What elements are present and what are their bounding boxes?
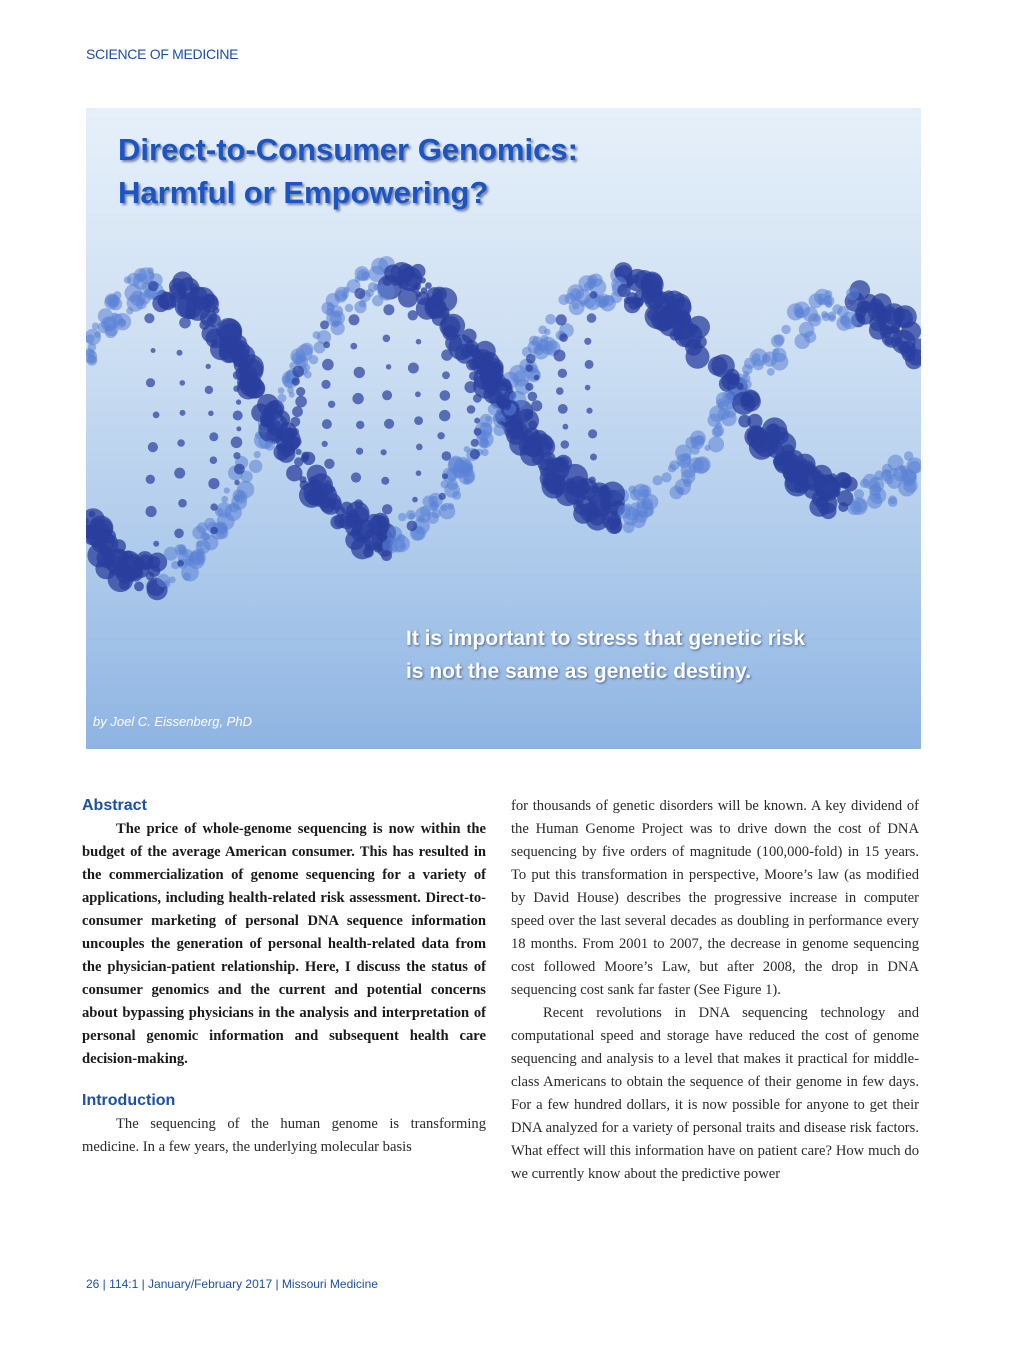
abstract-heading: Abstract (82, 797, 147, 814)
pull-quote (406, 622, 805, 688)
hero-banner (86, 108, 921, 749)
introduction-text-start: The sequencing of the human genome is transforming medicine. In a few years, the underlying molecular basis (82, 1116, 486, 1155)
section-label: SCIENCE OF MEDICINE (86, 46, 239, 62)
introduction-paragraph-2: Recent revolutions in DNA sequencing technology and computational speed and storage have reduced the cost of genome sequencing and analysis to a level that makes it practical for middle-class Americans to obtain the sequence of their genome in few days. For a few hundred dollars, it is now possible for anyone to get their DNA analyzed for a variety of personal traits and disease risk factors. What effect will this information have on patient care? How much do we currently know about the predictive power (511, 1005, 919, 1182)
page-footer: 26 | 114:1 | January/February 2017 | Missouri Medicine (86, 1277, 378, 1291)
title-line-2: Harmful or Empowering? (118, 175, 489, 210)
introduction-text-continued: for thousands of genetic disorders will be known. A key dividend of the Human Genome Project was to drive down the cost of DNA sequencing by five orders of magnitude (100,000-fold) in 15 years. To put this transformation in perspective, Moore’s law (as modified by David House) describes the progressive increase in computer speed over the last several decades as doubling in performance every 18 months. From 2001 to 2007, the decrease in genome sequencing cost followed Moore’s Law, but after 2008, the drop in DNA sequencing cost sank far faster (See Figure 1). (511, 798, 919, 998)
quote-line-1: It is important to stress that genetic risk (406, 627, 806, 650)
introduction-heading: Introduction (82, 1092, 176, 1109)
abstract-text: The price of whole-genome sequencing is now within the budget of the average American consumer. This has resulted in the commercialization of genome sequencing for a variety of applications, including health-related risk assessment. Direct-to-consumer marketing of personal DNA sequence information uncouples the generation of personal health-related data from the physician-patient relationship. Here, I discuss the status of consumer genomics and the current and potential concerns about bypassing physicians in the analysis and interpretation of personal genomic information and subsequent health care decision-making. (82, 821, 486, 1067)
title-line-1: Direct-to-Consumer Genomics: (118, 132, 578, 167)
right-column (511, 795, 919, 1186)
author-byline: by Joel C. Eissenberg, PhD (93, 714, 252, 729)
quote-line-2: is not the same as genetic destiny. (406, 660, 752, 683)
left-column (82, 794, 486, 1159)
article-title (118, 128, 578, 214)
